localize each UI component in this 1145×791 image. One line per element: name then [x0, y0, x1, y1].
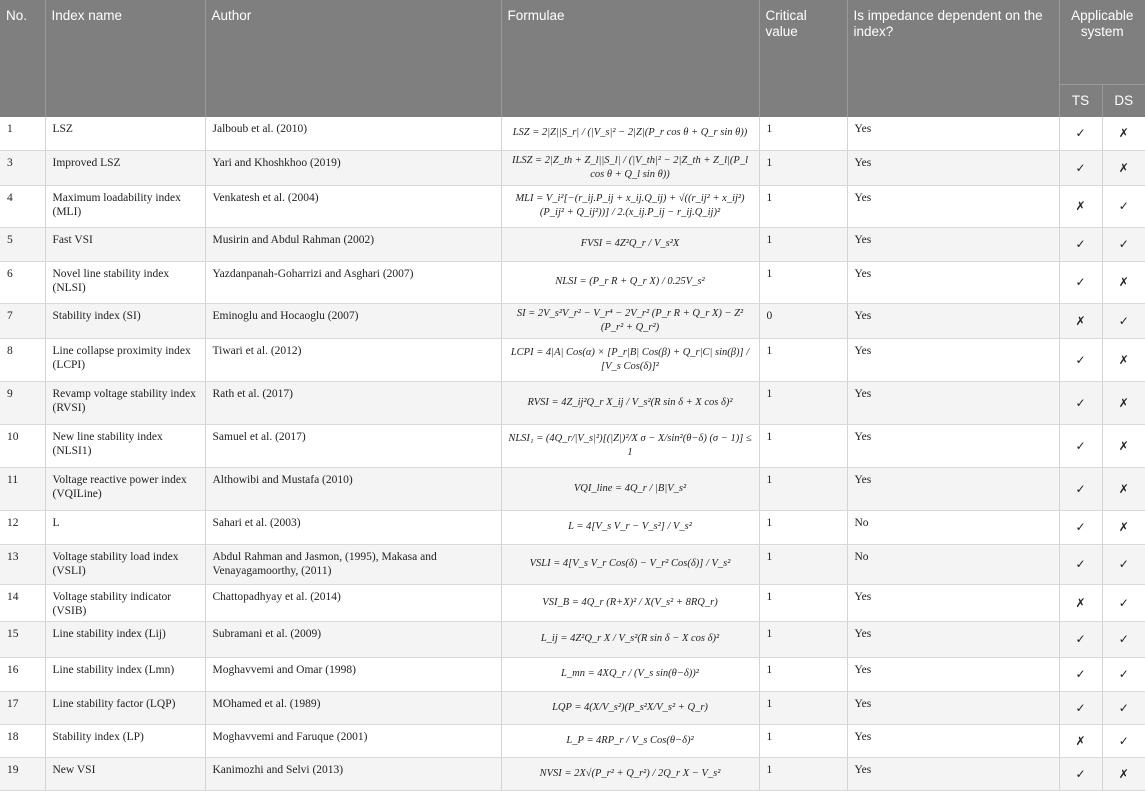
cell-ds: ✓ — [1102, 185, 1145, 227]
table-row — [0, 227, 1145, 261]
cell-index-name: Maximum loadability index (MLI) — [45, 185, 205, 227]
cell-critical-value: 1 — [759, 510, 847, 544]
cell-no: 13 — [0, 544, 45, 584]
cell-no: 17 — [0, 691, 45, 724]
cell-formula: NLSI₁ = (4Q_r/|V_s|²)[(|Z|)²/X σ − X/sin²(θ−δ) (σ − 1)] ≤ 1 — [501, 424, 759, 467]
cell-index-name: LSZ — [45, 117, 205, 150]
cell-impedance: Yes — [847, 303, 1059, 338]
table-row — [0, 691, 1145, 724]
cell-ts: ✓ — [1059, 261, 1102, 303]
header-index-name: Index name — [45, 0, 205, 117]
cell-author: Venkatesh et al. (2004) — [205, 185, 501, 227]
cell-ts: ✓ — [1059, 150, 1102, 185]
cell-author: Abdul Rahman and Jasmon, (1995), Makasa and Venayagamoorthy, (2011) — [205, 544, 501, 584]
cell-critical-value: 1 — [759, 185, 847, 227]
cell-index-name: New VSI — [45, 757, 205, 790]
cell-index-name: Line collapse proximity index (LCPI) — [45, 338, 205, 381]
cell-author: Moghavvemi and Faruque (2001) — [205, 724, 501, 757]
cell-impedance: Yes — [847, 584, 1059, 621]
cell-formula: VSLI = 4[V_s V_r Cos(δ) − V_r² Cos(δ)] / V_s² — [501, 544, 759, 584]
cell-ds: ✗ — [1102, 338, 1145, 381]
cell-index-name: Improved LSZ — [45, 150, 205, 185]
cell-impedance: Yes — [847, 467, 1059, 510]
cell-no: 4 — [0, 185, 45, 227]
cell-author: Althowibi and Mustafa (2010) — [205, 467, 501, 510]
cell-ds: ✓ — [1102, 303, 1145, 338]
cell-ts: ✓ — [1059, 691, 1102, 724]
cell-ts: ✓ — [1059, 621, 1102, 657]
cell-index-name: Voltage reactive power index (VQILine) — [45, 467, 205, 510]
cell-critical-value: 1 — [759, 338, 847, 381]
cell-no: 1 — [0, 117, 45, 150]
cell-impedance: Yes — [847, 724, 1059, 757]
header-applicable-system: Applicable system — [1059, 0, 1145, 85]
cell-formula: NVSI = 2X√(P_r² + Q_r²) / 2Q_r X − V_s² — [501, 757, 759, 790]
cell-index-name: Line stability index (Lmn) — [45, 657, 205, 691]
cell-ts: ✓ — [1059, 117, 1102, 150]
table-row — [0, 261, 1145, 303]
cell-formula: LCPI = 4|A| Cos(α) × [P_r|B| Cos(β) + Q_r|C| sin(β)] / [V_s Cos(δ)]² — [501, 338, 759, 381]
cell-no: 18 — [0, 724, 45, 757]
header-formulae: Formulae — [501, 0, 759, 117]
table-row — [0, 424, 1145, 467]
cell-index-name: Voltage stability indicator (VSIB) — [45, 584, 205, 621]
cell-impedance: Yes — [847, 381, 1059, 424]
cell-critical-value: 0 — [759, 303, 847, 338]
cell-author: Yazdanpanah-Goharrizi and Asghari (2007) — [205, 261, 501, 303]
cell-no: 8 — [0, 338, 45, 381]
header-no: No. — [0, 0, 45, 117]
table-row — [0, 150, 1145, 185]
cell-formula: L = 4[V_s V_r − V_s²] / V_s² — [501, 510, 759, 544]
cell-ts: ✗ — [1059, 303, 1102, 338]
cell-no: 14 — [0, 584, 45, 621]
cell-impedance: Yes — [847, 261, 1059, 303]
cell-ts: ✓ — [1059, 381, 1102, 424]
cell-impedance: Yes — [847, 150, 1059, 185]
cell-ds: ✗ — [1102, 424, 1145, 467]
cell-ds: ✓ — [1102, 724, 1145, 757]
cell-author: Eminoglu and Hocaoglu (2007) — [205, 303, 501, 338]
table-row — [0, 724, 1145, 757]
cell-no: 5 — [0, 227, 45, 261]
cell-index-name: Fast VSI — [45, 227, 205, 261]
cell-no: 15 — [0, 621, 45, 657]
cell-impedance: Yes — [847, 424, 1059, 467]
table-row — [0, 117, 1145, 150]
cell-index-name: Stability index (SI) — [45, 303, 205, 338]
cell-critical-value: 1 — [759, 227, 847, 261]
cell-critical-value: 1 — [759, 424, 847, 467]
cell-critical-value: 1 — [759, 261, 847, 303]
cell-impedance: Yes — [847, 117, 1059, 150]
cell-ds: ✗ — [1102, 467, 1145, 510]
cell-formula: NLSI = (P_r R + Q_r X) / 0.25V_s² — [501, 261, 759, 303]
cell-author: MOhamed et al. (1989) — [205, 691, 501, 724]
cell-no: 9 — [0, 381, 45, 424]
cell-author: Samuel et al. (2017) — [205, 424, 501, 467]
table-row — [0, 510, 1145, 544]
cell-formula: L_mn = 4XQ_r / (V_s sin(θ−δ))² — [501, 657, 759, 691]
header-ts: TS — [1059, 85, 1102, 118]
cell-impedance: Yes — [847, 621, 1059, 657]
cell-impedance: No — [847, 544, 1059, 584]
cell-ts: ✓ — [1059, 338, 1102, 381]
table-row — [0, 657, 1145, 691]
cell-index-name: Revamp voltage stability index (RVSI) — [45, 381, 205, 424]
table-row — [0, 621, 1145, 657]
cell-ts: ✓ — [1059, 657, 1102, 691]
header-author: Author — [205, 0, 501, 117]
cell-author: Musirin and Abdul Rahman (2002) — [205, 227, 501, 261]
cell-ds: ✓ — [1102, 227, 1145, 261]
table-row — [0, 544, 1145, 584]
cell-no: 6 — [0, 261, 45, 303]
cell-formula: VQI_line = 4Q_r / |B|V_s² — [501, 467, 759, 510]
cell-no: 3 — [0, 150, 45, 185]
cell-index-name: L — [45, 510, 205, 544]
cell-impedance: No — [847, 510, 1059, 544]
cell-impedance: Yes — [847, 338, 1059, 381]
cell-formula: ILSZ = 2|Z_th + Z_l||S_l| / (|V_th|² − 2|Z_th + Z_l|(P_l cos θ + Q_l sin θ)) — [501, 150, 759, 185]
cell-author: Jalboub et al. (2010) — [205, 117, 501, 150]
cell-ts: ✓ — [1059, 544, 1102, 584]
cell-author: Tiwari et al. (2012) — [205, 338, 501, 381]
cell-no: 11 — [0, 467, 45, 510]
cell-author: Rath et al. (2017) — [205, 381, 501, 424]
cell-critical-value: 1 — [759, 657, 847, 691]
cell-critical-value: 1 — [759, 544, 847, 584]
cell-impedance: Yes — [847, 657, 1059, 691]
cell-formula: LSZ = 2|Z||S_r| / (|V_s|² − 2|Z|(P_r cos θ + Q_r sin θ)) — [501, 117, 759, 150]
cell-author: Chattopadhyay et al. (2014) — [205, 584, 501, 621]
cell-index-name: Stability index (LP) — [45, 724, 205, 757]
cell-ds: ✗ — [1102, 150, 1145, 185]
cell-no: 7 — [0, 303, 45, 338]
cell-ds: ✗ — [1102, 381, 1145, 424]
cell-index-name: Novel line stability index (NLSI) — [45, 261, 205, 303]
cell-critical-value: 1 — [759, 691, 847, 724]
cell-author: Sahari et al. (2003) — [205, 510, 501, 544]
cell-ds: ✓ — [1102, 657, 1145, 691]
cell-index-name: New line stability index (NLSI1) — [45, 424, 205, 467]
cell-ts: ✗ — [1059, 185, 1102, 227]
table-row — [0, 338, 1145, 381]
cell-formula: SI = 2V_s²V_r² − V_r⁴ − 2V_r² (P_r R + Q_r X) − Z² (P_r² + Q_r²) — [501, 303, 759, 338]
cell-impedance: Yes — [847, 757, 1059, 790]
cell-ds: ✗ — [1102, 117, 1145, 150]
cell-ds: ✓ — [1102, 691, 1145, 724]
cell-index-name: Line stability factor (LQP) — [45, 691, 205, 724]
table-body — [0, 117, 1145, 790]
cell-formula: FVSI = 4Z²Q_r / V_s²X — [501, 227, 759, 261]
cell-ts: ✗ — [1059, 584, 1102, 621]
cell-critical-value: 1 — [759, 467, 847, 510]
cell-no: 16 — [0, 657, 45, 691]
cell-author: Kanimozhi and Selvi (2013) — [205, 757, 501, 790]
cell-no: 12 — [0, 510, 45, 544]
cell-ds: ✓ — [1102, 584, 1145, 621]
cell-ts: ✓ — [1059, 757, 1102, 790]
cell-impedance: Yes — [847, 185, 1059, 227]
header-ds: DS — [1102, 85, 1145, 118]
cell-author: Yari and Khoshkhoo (2019) — [205, 150, 501, 185]
cell-critical-value: 1 — [759, 381, 847, 424]
cell-ds: ✗ — [1102, 261, 1145, 303]
table-row — [0, 757, 1145, 790]
table-row — [0, 584, 1145, 621]
cell-critical-value: 1 — [759, 757, 847, 790]
cell-ts: ✓ — [1059, 424, 1102, 467]
cell-no: 19 — [0, 757, 45, 790]
cell-ts: ✓ — [1059, 467, 1102, 510]
cell-author: Moghavvemi and Omar (1998) — [205, 657, 501, 691]
cell-ts: ✓ — [1059, 510, 1102, 544]
cell-formula: MLI = V_i²[−(r_ij.P_ij + x_ij.Q_ij) + √((r_ij² + x_ij²)(P_ij² + Q_ij²))] / 2.(x_ij.P_ij − r_ij.Q_ij)² — [501, 185, 759, 227]
cell-no: 10 — [0, 424, 45, 467]
header-impedance: Is impedance dependent on the index? — [847, 0, 1059, 117]
cell-formula: L_P = 4RP_r / V_s Cos(θ−δ)² — [501, 724, 759, 757]
cell-critical-value: 1 — [759, 584, 847, 621]
table-row — [0, 467, 1145, 510]
table-row — [0, 381, 1145, 424]
cell-ts: ✓ — [1059, 227, 1102, 261]
cell-index-name: Line stability index (Lij) — [45, 621, 205, 657]
cell-critical-value: 1 — [759, 621, 847, 657]
cell-formula: L_ij = 4Z²Q_r X / V_s²(R sin δ − X cos δ)² — [501, 621, 759, 657]
cell-formula: LQP = 4(X/V_s²)(P_s²X/V_s² + Q_r) — [501, 691, 759, 724]
cell-critical-value: 1 — [759, 150, 847, 185]
cell-ts: ✗ — [1059, 724, 1102, 757]
cell-formula: VSI_B = 4Q_r (R+X)² / X(V_s² + 8RQ_r) — [501, 584, 759, 621]
cell-ds: ✓ — [1102, 544, 1145, 584]
cell-critical-value: 1 — [759, 724, 847, 757]
table-row — [0, 303, 1145, 338]
cell-index-name: Voltage stability load index (VSLI) — [45, 544, 205, 584]
cell-ds: ✗ — [1102, 510, 1145, 544]
header-critical-value: Critical value — [759, 0, 847, 117]
cell-formula: RVSI = 4Z_ij²Q_r X_ij / V_s²(R sin δ + X cos δ)² — [501, 381, 759, 424]
cell-impedance: Yes — [847, 227, 1059, 261]
cell-author: Subramani et al. (2009) — [205, 621, 501, 657]
table-row — [0, 185, 1145, 227]
cell-impedance: Yes — [847, 691, 1059, 724]
cell-ds: ✓ — [1102, 621, 1145, 657]
cell-ds: ✗ — [1102, 757, 1145, 790]
cell-critical-value: 1 — [759, 117, 847, 150]
